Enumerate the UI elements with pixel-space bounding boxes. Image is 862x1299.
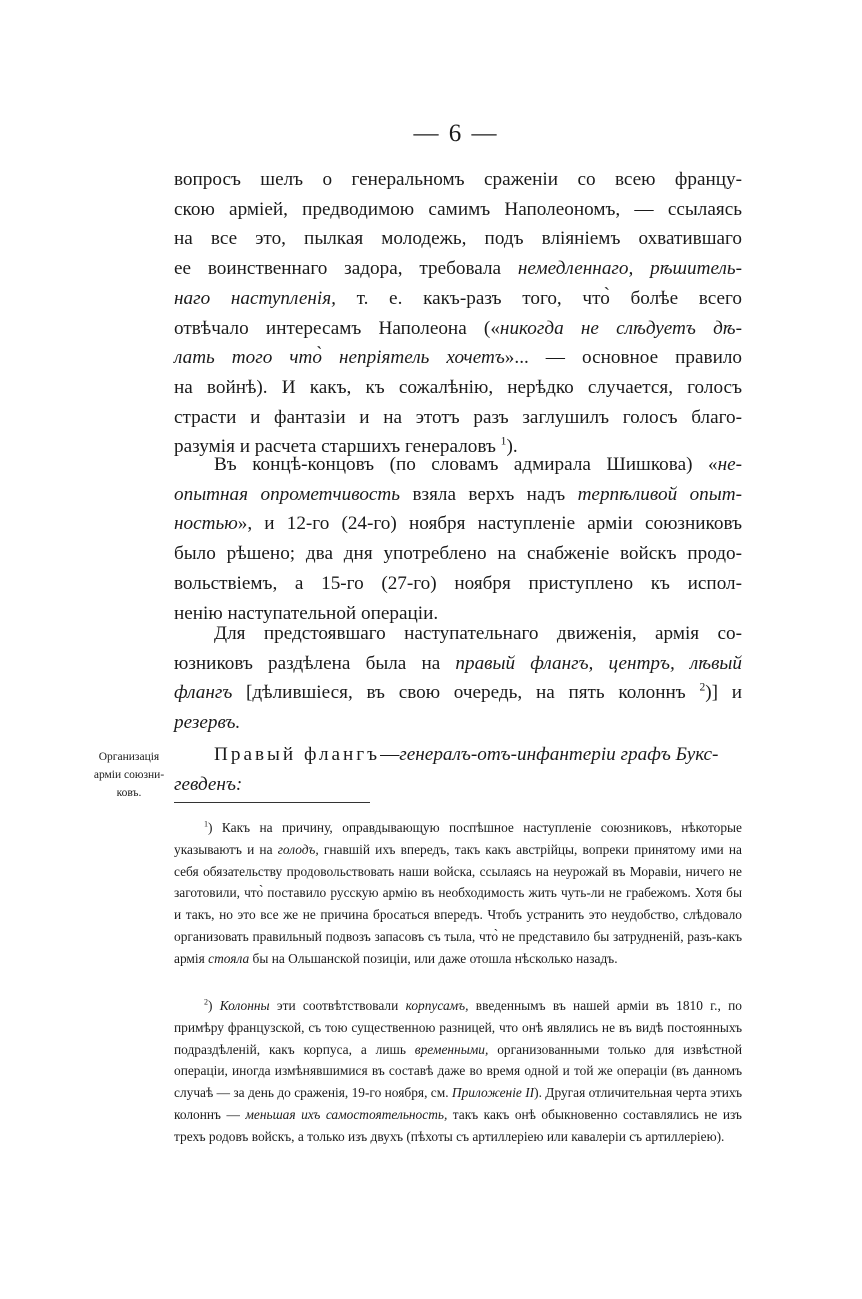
- footnote-marker: 1: [204, 819, 209, 829]
- text-line: опытная опрометчивость взяла верхъ надъ терпѣливой опыт-: [174, 483, 743, 505]
- text-line: отвѣчало интересамъ Наполеона («никогда не слѣдуетъ дѣ-: [174, 317, 742, 339]
- paragraph-army-division: [174, 619, 742, 738]
- margin-note: [80, 748, 178, 802]
- spaced-heading: Правый флангъ: [214, 744, 381, 765]
- text-line: ее воинственнаго задора, требовала немедленнаго, рѣшитель-: [174, 258, 742, 280]
- commander-name-cont: гевденъ:: [174, 773, 243, 795]
- text-line: наго наступленія, т. е. какъ-разъ того, что̀ болѣе всего: [174, 287, 742, 309]
- text-line: разумія и расчета старшихъ генераловъ $^1$).: [174, 435, 518, 458]
- text-line: юзниковъ раздѣлена была на правый флангъ, центръ, лѣвый: [174, 652, 742, 674]
- footnote-1: [174, 817, 742, 970]
- right-flank-heading: Правый флангъ—генералъ-отъ-инфантеріи графъ Букс- гевденъ:: [174, 744, 719, 795]
- paragraph-continuation: [174, 165, 742, 462]
- margin-note-line: Организація: [98, 751, 160, 763]
- text-line: было рѣшено; два дня употреблено на снабженіе войскъ продо-: [174, 543, 742, 565]
- footnote-text: $^1$) Какъ на причину, оправдывающую поспѣшное наступленіе союзниковъ, нѣкоторые указываютъ и на голодъ, гнавшій ихъ впередъ, такъ какъ австрійцы, вопреки принятому ими на себя обязательству продовольствовать наши войска, ссылаясь на неурожай въ Моравіи, ничего не заготовили, что̀ поставило русскую армію въ необходимость жить чуть-ли не грабежомъ. Хотя бы и такъ, но это все же не причина бросаться впередъ. Чтобъ устранить это неудобство, слѣдовало организовать правильный подвозъ запасовъ съ тыла, что̀ не представило бы затрудненій, разъ-какъ армія стояла бы на Ольшанской позиціи, или даже отошла нѣсколько назадъ.: [174, 819, 742, 966]
- footnote-marker: 2: [204, 997, 209, 1007]
- text-line: на войнѣ). И какъ, къ сожалѣнію, нерѣдко случается, голосъ: [174, 376, 742, 398]
- text-line: скою арміей, предводимою самимъ Наполеономъ, — ссылаясь: [174, 198, 742, 220]
- margin-note-line: арміи союзни-: [93, 769, 165, 781]
- margin-note-line: ковъ.: [116, 787, 142, 799]
- commander-name: генералъ-отъ-инфантеріи графъ Букс-: [399, 744, 719, 765]
- text-line: лать того что̀ непріятель хочетъ»... — основное правило: [174, 347, 743, 369]
- footnote-2: [174, 995, 742, 1148]
- footnote-divider: [174, 802, 370, 803]
- text-line: флангъ [дѣлившіеся, въ свою очередь, на пять колоннъ $^2$)] и: [174, 682, 742, 704]
- text-line: ненію наступательной операціи.: [174, 602, 439, 624]
- footnote-ref[interactable]: 2: [699, 682, 706, 695]
- text-line: на все это, пылкая молодежь, подъ вліяніемъ охватившаго: [174, 228, 742, 250]
- text-line: страсти и фантазіи и на этотъ разъ заглушилъ голосъ благо-: [174, 406, 742, 428]
- text-line: ностью», и 12-го (24-го) ноября наступленіе арміи союзниковъ: [174, 513, 742, 535]
- page-number: — 6 —: [413, 120, 499, 147]
- footnote-text: $^2$) Колонны эти соотвѣтствовали корпусамъ, введеннымъ въ нашей арміи въ 1810 г., по примѣру французской, съ тою существенною разницей, что онѣ являлись не въ видѣ постоянныхъ подраздѣленій, какъ корпуса, а лишь временными, организованными только для извѣстной операціи, иногда измѣнявшимися въ составѣ даже во время одной и той же операціи (въ данномъ случаѣ — за день до сраженія, 19-го ноября, см. Приложеніе II). Другая отличительная черта этихъ колоннъ — меньшая ихъ самостоятельность, такъ какъ онѣ обыкновенно составлялись не изъ трехъ родовъ войскъ, а только изъ двухъ (пѣхоты съ артиллеріею или кавалеріи съ артиллеріею).: [174, 997, 742, 1144]
- text-line: резервъ.: [174, 712, 241, 734]
- text-line: вольствіемъ, а 15-го (27-го) ноября приступлено къ испол-: [174, 572, 742, 594]
- paragraph-decision: [174, 450, 742, 628]
- text-line: вопросъ шелъ о генеральномъ сраженіи со всею францу-: [174, 169, 742, 190]
- footnote-ref[interactable]: 1: [500, 435, 507, 448]
- text-line: Для предстоявшаго наступательнаго движенія, армія со-: [214, 623, 742, 644]
- text-line: Въ концѣ-концовъ (по словамъ адмирала Шишкова) «не-: [214, 454, 742, 475]
